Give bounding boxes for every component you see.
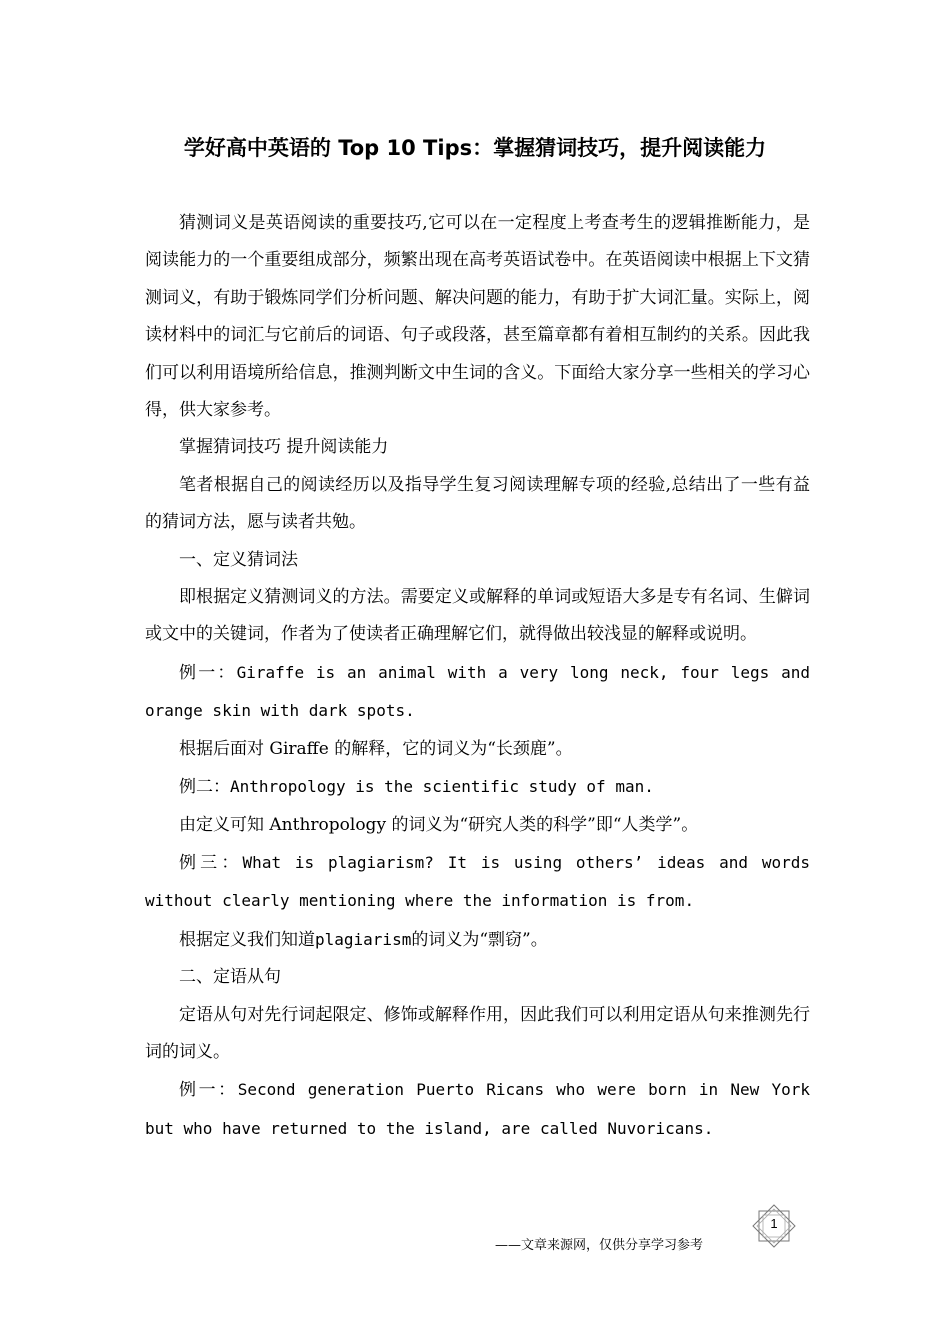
definition-method-paragraph: 即根据定义猜测词义的方法。需要定义或解释的单词或短语大多是专有名词、生僻词或文中的关键词，作者为了使读者正确理解它们，就得做出较浅显的解释或说明。	[145, 587, 810, 645]
section2-example-1	[145, 1071, 810, 1148]
example-2	[145, 768, 810, 806]
example-1	[145, 654, 810, 731]
intro-paragraph: 猜测词义是英语阅读的重要技巧,它可以在一定程度上考查考生的逻辑推断能力，是阅读能力的一个重要组成部分，频繁出现在高考英语试卷中。在英语阅读中根据上下文猜测词义，有助于锻炼同学们分析问题、解决问题的能力，有助于扩大词汇量。实际上，阅读材料中的词汇与它前后的词语、句子或段落，甚至篇章都有着相互制约的关系。因此我们可以利用语境所给信息，推测判断文中生词的含义。下面给大家分享一些相关的学习心得，供大家参考。	[145, 213, 810, 421]
attributive-clause-paragraph: 定语从句对先行词起限定、修饰或解释作用，因此我们可以利用定语从句来推测先行词的词义。	[145, 1004, 810, 1062]
document-title: 学好高中英语的 Top 10 Tips：掌握猜词技巧，提升阅读能力	[183, 136, 767, 160]
example-2-note: 由定义可知 Anthropology 的词义为“研究人类的科学”即“人类学”。	[179, 814, 699, 835]
example-2-text: Anthropology is the scientific study of man.	[230, 777, 654, 797]
section-heading-definition: 一、定义猜词法	[179, 549, 298, 570]
section-heading-attributive-clause: 二、定语从句	[179, 967, 281, 988]
example-3-prefix: 例三：	[179, 852, 243, 873]
document-body	[145, 205, 810, 1148]
example-2-prefix: 例二：	[179, 777, 230, 798]
example-3-note	[145, 921, 810, 959]
method-intro-paragraph: 笔者根据自己的阅读经历以及指导学生复习阅读理解专项的经验,总结出了一些有益的猜词方法，愿与读者共勉。	[145, 474, 810, 533]
section2-example-1-prefix: 例一：	[179, 1080, 238, 1101]
footer-source-note: ——文章来源网，仅供分享学习参考	[495, 1238, 704, 1253]
example-3	[145, 844, 810, 921]
section2-example-1-text: Second generation Puerto Ricans who were born in New York but who have returned to the island, are called Nuvoricans.	[145, 1080, 810, 1138]
subheading: 掌握猜词技巧 提升阅读能力	[179, 437, 389, 458]
example-1-text: Giraffe is an animal with a very long neck, four legs and orange skin with dark spots.	[145, 662, 811, 721]
example-3-note-word: plagiarism	[315, 929, 412, 949]
example-3-note-b: 的词义为“剽窃”。	[411, 929, 548, 950]
page-number: 1	[770, 1216, 778, 1231]
example-3-text: What is plagiarism? It is using others’ ideas and words without clearly mentioning where the information is from.	[145, 852, 810, 911]
example-3-note-a: 根据定义我们知道	[179, 929, 315, 950]
example-1-note: 根据后面对 Giraffe 的解释，它的词义为“长颈鹿”。	[179, 738, 573, 759]
example-1-prefix: 例一：	[179, 662, 237, 683]
